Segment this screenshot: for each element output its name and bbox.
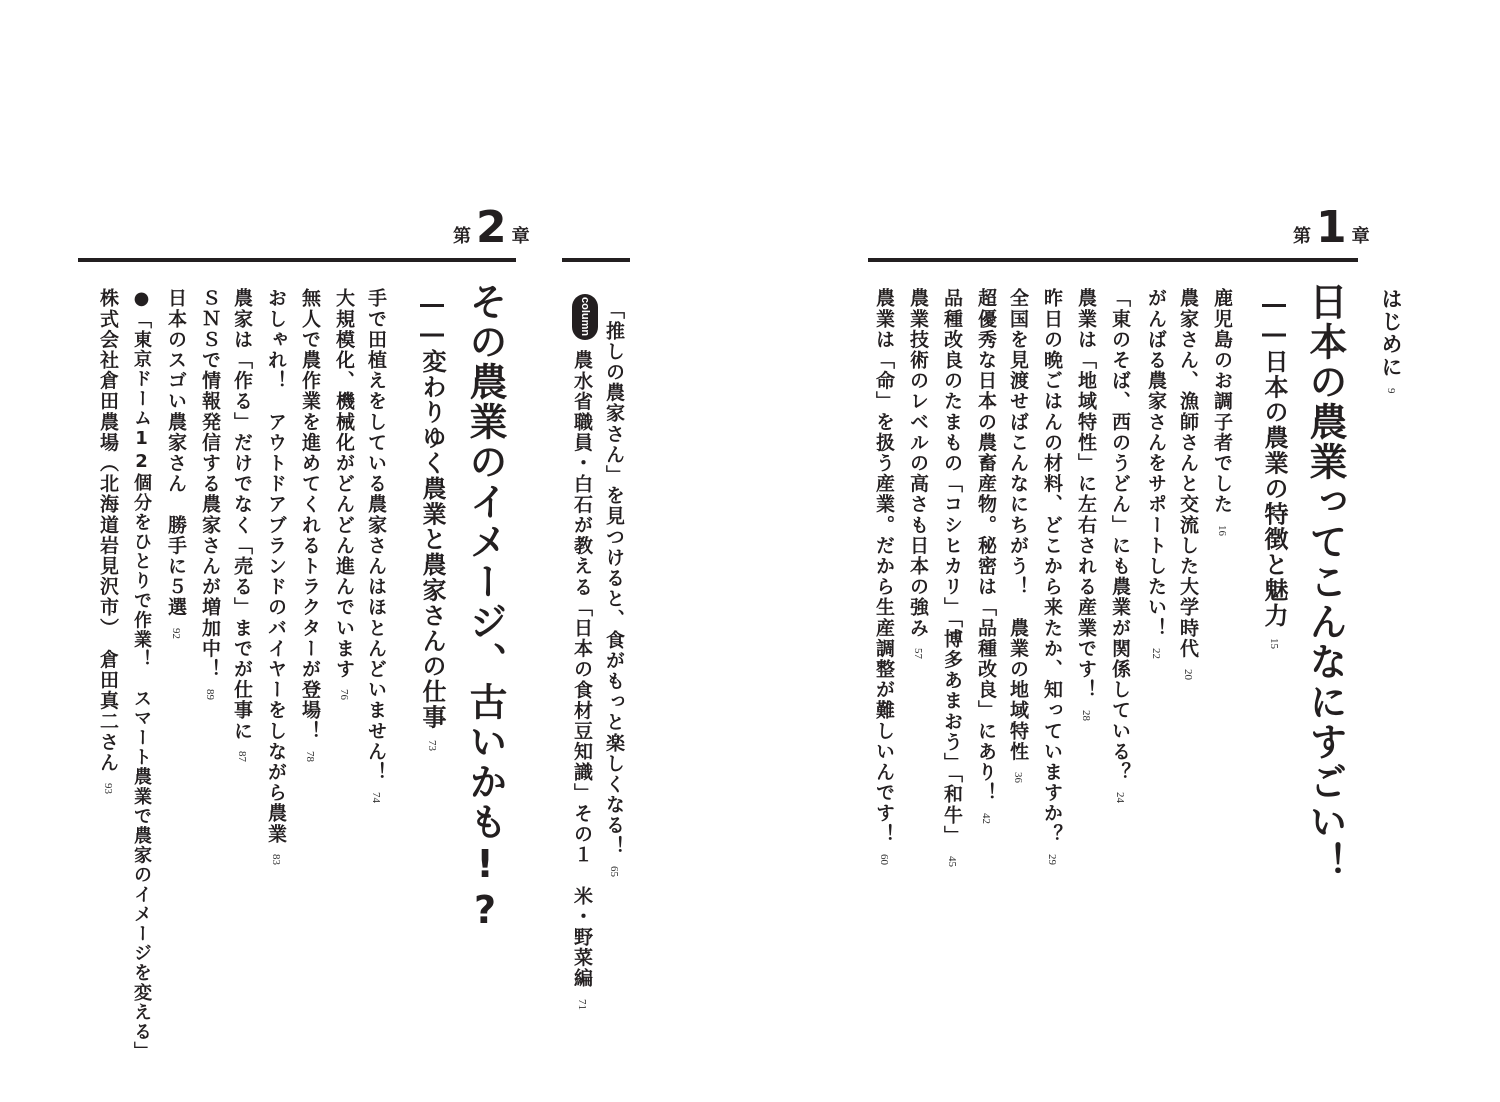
toc-entry-title: 昨日の晩ごはんの材料、どこから来たか、知っていますか？ bbox=[1041, 288, 1063, 845]
column-line1: 「推しの農家さん」を見つけると、食がもっと楽しくなる！ bbox=[603, 300, 625, 857]
toc-entry-title: 株式会社倉田農場（北海道岩見沢市） 倉田真二さん bbox=[97, 288, 119, 773]
toc-entry[interactable] bbox=[166, 288, 185, 639]
toc-entry[interactable] bbox=[1110, 288, 1129, 803]
intro-title: はじめに bbox=[1379, 288, 1403, 379]
toc-entry-page: 57 bbox=[912, 648, 924, 660]
chapter2-rule bbox=[78, 258, 516, 262]
toc-entry[interactable] bbox=[1042, 288, 1061, 865]
toc-entry-title: 農家さん、漁師さんと交流した大学時代 bbox=[1177, 288, 1199, 659]
toc-entry-title: 無人で農作業を進めてくれるトラクターが登場！ bbox=[299, 288, 321, 742]
toc-entry[interactable] bbox=[976, 288, 995, 824]
toc-entry[interactable] bbox=[942, 288, 961, 867]
column-line1-entry[interactable] bbox=[604, 300, 623, 877]
toc-entry[interactable] bbox=[300, 288, 319, 762]
chapter2-label-post: 章 bbox=[511, 226, 530, 247]
toc-entry-title: 超優秀な日本の農畜産物。秘密は「品種改良」にあり！ bbox=[975, 288, 997, 803]
toc-entry-page: 36 bbox=[1012, 771, 1024, 783]
toc-entry-title: ＳＮＳで情報発信する農家さんが増加中！ bbox=[199, 288, 221, 680]
toc-entry[interactable] bbox=[1178, 288, 1197, 680]
column-line2-page: 71 bbox=[576, 998, 588, 1010]
column-line1-page: 65 bbox=[608, 866, 620, 878]
toc-entry-page: 29 bbox=[1046, 854, 1058, 866]
intro-entry[interactable] bbox=[1380, 288, 1401, 394]
toc-entry-title: 手で田植えをしている農家さんはほとんどいません！ bbox=[365, 288, 387, 783]
toc-entry-page: 87 bbox=[236, 751, 248, 763]
chapter2-label-pre: 第 bbox=[453, 226, 471, 247]
chapter2-subtitle-page: 73 bbox=[426, 739, 438, 751]
chapter2-subtitle: ――変わりゆく農業と農家さんの仕事 bbox=[418, 290, 446, 730]
chapter1-subtitle-entry[interactable] bbox=[1262, 290, 1286, 649]
column-rule bbox=[562, 258, 630, 262]
toc-entry-title: 日本のスゴい農家さん 勝手に５選 bbox=[165, 288, 187, 618]
toc-entry[interactable] bbox=[334, 288, 353, 700]
chapter1-label-pre: 第 bbox=[1293, 226, 1311, 247]
toc-entry-page: 16 bbox=[1216, 524, 1228, 536]
toc-entry-title: 「東のそば、西のうどん」にも農業が関係している？ bbox=[1109, 288, 1131, 783]
chapter1-title[interactable]: 日本の農業ってこんなにすごい！ bbox=[1303, 282, 1347, 882]
toc-entry-title: 鹿児島のお調子者でした bbox=[1211, 288, 1233, 515]
toc-entry-page: 89 bbox=[204, 689, 216, 701]
toc-entry[interactable] bbox=[1146, 288, 1165, 659]
column-line2: 農水省職員・白石が教える「日本の食材豆知識」その１ 米・野菜編 bbox=[571, 350, 593, 989]
toc-entry-page: 60 bbox=[878, 854, 890, 866]
toc-entry-page: 45 bbox=[946, 855, 958, 867]
toc-entry-title: 農家は「作る」だけでなく「売る」までが仕事に bbox=[231, 288, 253, 742]
intro-page: 9 bbox=[1385, 388, 1397, 394]
toc-entry-page: 24 bbox=[1114, 792, 1126, 804]
column-badge: column bbox=[572, 294, 598, 340]
toc-entry-title: 農業は「命」を扱う産業。だから生産調整が難しいんです！ bbox=[873, 288, 895, 845]
chapter1-subtitle: ――日本の農業の特徴と魅力 bbox=[1260, 290, 1288, 629]
toc-entry-page: 22 bbox=[1150, 648, 1162, 660]
toc-entry-title: ●「東京ドーム12個分をひとりで作業！ スマート農業で農家のイメージを変える」 bbox=[131, 288, 152, 1062]
toc-entry[interactable] bbox=[1212, 288, 1231, 536]
chapter1-number: 1 bbox=[1316, 202, 1347, 253]
chapter2-heading bbox=[453, 202, 530, 256]
toc-entry-page: 83 bbox=[270, 854, 282, 866]
toc-entry-page: 93 bbox=[102, 782, 114, 794]
chapter1-subtitle-page: 15 bbox=[1268, 638, 1280, 650]
toc-entry-page: 42 bbox=[980, 813, 992, 824]
toc-entry-page: 76 bbox=[338, 689, 350, 701]
toc-entry[interactable] bbox=[132, 288, 150, 1061]
toc-entry-page: 28 bbox=[1080, 710, 1092, 721]
chapter2-number: 2 bbox=[476, 202, 507, 253]
toc-entry-page: 74 bbox=[370, 792, 382, 804]
toc-entry[interactable] bbox=[1008, 288, 1027, 783]
toc-entry[interactable] bbox=[266, 288, 285, 865]
toc-entry-page: 20 bbox=[1182, 668, 1194, 680]
chapter1-rule bbox=[868, 258, 1358, 262]
toc-entry-page: 92 bbox=[170, 627, 182, 639]
toc-entry[interactable] bbox=[874, 288, 893, 865]
column-line2-entry[interactable] bbox=[572, 350, 591, 1010]
toc-entry[interactable] bbox=[232, 288, 251, 762]
toc-entry[interactable] bbox=[98, 288, 117, 794]
toc-entry[interactable] bbox=[908, 288, 927, 659]
toc-entry-page: 78 bbox=[304, 751, 316, 763]
chapter1-heading bbox=[1293, 202, 1370, 256]
toc-entry[interactable] bbox=[366, 288, 385, 803]
toc-entry-title: 全国を見渡せばこんなにちがう！ 農業の地域特性 bbox=[1007, 288, 1029, 762]
toc-entry-title: 農業は「地域特性」に左右される産業です！ bbox=[1075, 288, 1097, 700]
toc-entry-title: おしゃれ！ アウトドアブランドのバイヤーをしながら農業 bbox=[265, 288, 287, 845]
toc-entry-title: がんばる農家さんをサポートしたい！ bbox=[1145, 288, 1167, 639]
toc-entry[interactable] bbox=[1076, 288, 1095, 721]
chapter2-subtitle-entry[interactable] bbox=[420, 290, 444, 751]
chapter1-label-post: 章 bbox=[1351, 226, 1370, 247]
toc-entry[interactable] bbox=[200, 288, 219, 700]
toc-entry-title: 品種改良のたまもの「コシヒカリ」「博多あまおう」「和牛」 bbox=[941, 288, 963, 846]
toc-entry-title: 農業技術のレベルの高さも日本の強み bbox=[907, 288, 929, 639]
chapter2-title[interactable]: その農業のイメージ、古いかも!? bbox=[463, 282, 507, 934]
toc-entry-title: 大規模化、機械化がどんどん進んでいます bbox=[333, 288, 355, 680]
